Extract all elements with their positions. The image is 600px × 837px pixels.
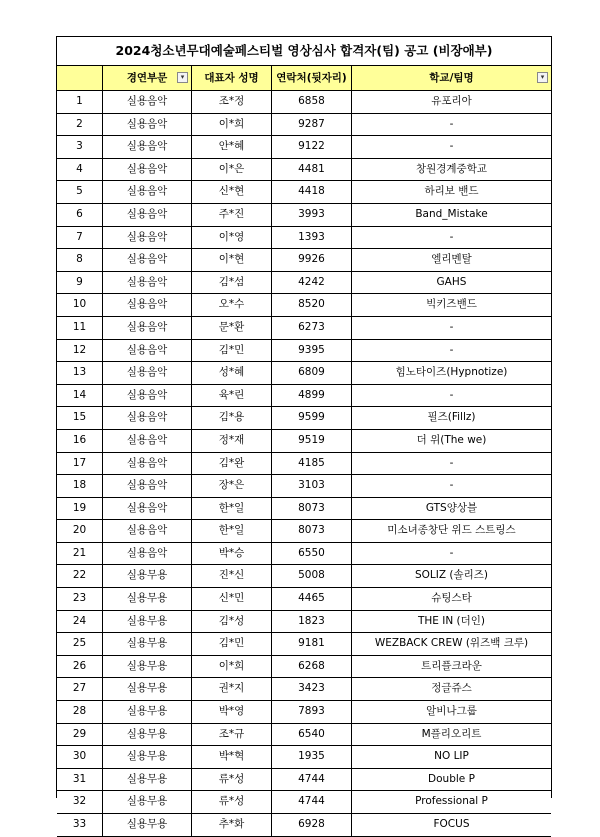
cell-row-number: 29 xyxy=(57,724,103,746)
table-row xyxy=(57,769,551,792)
header-representative-name xyxy=(192,66,272,90)
cell-contact-digits: 6858 xyxy=(272,91,352,113)
cell-row-number: 5 xyxy=(57,181,103,203)
cell-contact-digits: 4465 xyxy=(272,588,352,610)
cell-representative-name: 오*수 xyxy=(192,294,272,316)
cell-team-name: - xyxy=(449,479,454,492)
cell-team-name: THE IN (더인) xyxy=(417,614,486,627)
cell-category: 실용음악 xyxy=(103,340,192,362)
cell-representative-name: 한*일 xyxy=(192,520,272,542)
cell-team-name: 미소녀종창단 위드 스트링스 xyxy=(387,524,516,537)
cell-category: 실용무용 xyxy=(103,565,192,587)
cell-contact-digits: 4744 xyxy=(272,769,352,791)
cell-team-name: - xyxy=(449,546,454,559)
cell-contact-digits: 7893 xyxy=(272,701,352,723)
table-row xyxy=(57,453,551,476)
cell-row-number: 26 xyxy=(57,656,103,678)
cell-team-name: FOCUS xyxy=(433,818,470,830)
cell-contact-digits: 6540 xyxy=(272,724,352,746)
table-row xyxy=(57,340,551,363)
table-row xyxy=(57,91,551,114)
table-row xyxy=(57,114,551,137)
table-row xyxy=(57,272,551,295)
cell-team-name: GAHS xyxy=(436,275,467,288)
header-row-number xyxy=(57,66,103,90)
cell-team-name: Band_Mistake xyxy=(415,207,488,220)
cell-contact-digits: 4418 xyxy=(272,181,352,203)
table-row xyxy=(57,656,551,679)
sheet-title: 2024청소년무대예술페스티벌 영상심사 합격자(팀) 공고 (비장애부) xyxy=(57,37,551,66)
cell-representative-name: 김*완 xyxy=(192,453,272,475)
table-row xyxy=(57,294,551,317)
cell-category: 실용음악 xyxy=(103,453,192,475)
cell-category: 실용음악 xyxy=(103,114,192,136)
cell-category: 실용음악 xyxy=(103,407,192,429)
cell-row-number: 10 xyxy=(57,294,103,316)
cell-team-name: - xyxy=(449,140,454,153)
cell-contact-digits: 9122 xyxy=(272,136,352,158)
cell-team-name: 엘리멘탈 xyxy=(431,253,472,266)
cell-representative-name: 문*환 xyxy=(192,317,272,339)
header-label: 대표자 성명 xyxy=(204,72,259,84)
cell-representative-name: 류*성 xyxy=(192,791,272,813)
cell-contact-digits: 9926 xyxy=(272,249,352,271)
table-body xyxy=(57,91,551,837)
cell-representative-name: 김*민 xyxy=(192,340,272,362)
table-row xyxy=(57,520,551,543)
cell-row-number: 32 xyxy=(57,791,103,813)
cell-row-number: 8 xyxy=(57,249,103,271)
cell-contact-digits: 4744 xyxy=(272,791,352,813)
cell-representative-name: 정*재 xyxy=(192,430,272,452)
cell-contact-digits: 8520 xyxy=(272,294,352,316)
cell-representative-name: 이*현 xyxy=(192,249,272,271)
cell-team-name: M플리오리트 xyxy=(421,727,482,740)
cell-contact-digits: 1935 xyxy=(272,746,352,768)
cell-category: 실용무용 xyxy=(103,769,192,791)
cell-row-number: 6 xyxy=(57,204,103,226)
cell-row-number: 17 xyxy=(57,453,103,475)
cell-category: 실용음악 xyxy=(103,136,192,158)
cell-team-name: 트리플크라운 xyxy=(421,659,482,672)
cell-representative-name: 이*희 xyxy=(192,656,272,678)
table-row xyxy=(57,249,551,272)
cell-row-number: 1 xyxy=(57,91,103,113)
header-contact-digits xyxy=(272,66,352,90)
cell-row-number: 28 xyxy=(57,701,103,723)
cell-contact-digits: 9287 xyxy=(272,114,352,136)
cell-team-name: 더 위(The we) xyxy=(416,433,487,446)
cell-representative-name: 박*승 xyxy=(192,543,272,565)
cell-category: 실용무용 xyxy=(103,814,192,836)
table-row xyxy=(57,204,551,227)
table-row xyxy=(57,430,551,453)
cell-category: 실용무용 xyxy=(103,724,192,746)
cell-row-number: 11 xyxy=(57,317,103,339)
cell-row-number: 31 xyxy=(57,769,103,791)
cell-representative-name: 박*혁 xyxy=(192,746,272,768)
cell-representative-name: 추*화 xyxy=(192,814,272,836)
spreadsheet xyxy=(56,36,552,830)
cell-contact-digits: 1823 xyxy=(272,611,352,633)
cell-contact-digits: 3103 xyxy=(272,475,352,497)
cell-contact-digits: 4242 xyxy=(272,272,352,294)
cell-category: 실용음악 xyxy=(103,272,192,294)
cell-team-name: 정글쥬스 xyxy=(431,682,472,695)
table-row xyxy=(57,407,551,430)
table-row xyxy=(57,791,551,814)
cell-category: 실용음악 xyxy=(103,91,192,113)
cell-row-number: 13 xyxy=(57,362,103,384)
cell-row-number: 25 xyxy=(57,633,103,655)
cell-representative-name: 김*민 xyxy=(192,633,272,655)
cell-category: 실용음악 xyxy=(103,520,192,542)
cell-row-number: 23 xyxy=(57,588,103,610)
cell-category: 실용무용 xyxy=(103,656,192,678)
cell-category: 실용음악 xyxy=(103,475,192,497)
cell-team-name: 유포리아 xyxy=(431,95,472,107)
header-team-name xyxy=(352,66,551,90)
table-row xyxy=(57,181,551,204)
cell-contact-digits: 6273 xyxy=(272,317,352,339)
table-row xyxy=(57,701,551,724)
table-row xyxy=(57,633,551,656)
cell-contact-digits: 9181 xyxy=(272,633,352,655)
cell-team-name: WEZBACK CREW (위즈백 크루) xyxy=(374,637,529,650)
table-row xyxy=(57,159,551,182)
cell-team-name: 슈팅스타 xyxy=(431,592,472,605)
table-row xyxy=(57,227,551,250)
cell-team-name: - xyxy=(449,343,454,356)
cell-category: 실용음악 xyxy=(103,249,192,271)
cell-representative-name: 이*은 xyxy=(192,159,272,181)
cell-team-name: 필즈(Fillz) xyxy=(427,411,476,424)
cell-row-number: 12 xyxy=(57,340,103,362)
cell-team-name: - xyxy=(449,456,454,469)
table-row xyxy=(57,588,551,611)
cell-row-number: 22 xyxy=(57,565,103,587)
cell-category: 실용음악 xyxy=(103,227,192,249)
cell-team-name: 창원경계중학교 xyxy=(415,162,487,175)
cell-category: 실용무용 xyxy=(103,678,192,700)
cell-representative-name: 안*혜 xyxy=(192,136,272,158)
cell-category: 실용음악 xyxy=(103,181,192,203)
cell-contact-digits: 4185 xyxy=(272,453,352,475)
cell-team-name: - xyxy=(449,388,454,401)
cell-contact-digits: 1393 xyxy=(272,227,352,249)
cell-contact-digits: 9599 xyxy=(272,407,352,429)
cell-representative-name: 김*용 xyxy=(192,407,272,429)
cell-contact-digits: 4481 xyxy=(272,159,352,181)
filter-dropdown-icon[interactable]: ▾ xyxy=(537,72,548,83)
table-row xyxy=(57,565,551,588)
cell-representative-name: 진*신 xyxy=(192,565,272,587)
table-row xyxy=(57,498,551,521)
cell-representative-name: 김*섬 xyxy=(192,272,272,294)
cell-representative-name: 육*린 xyxy=(192,385,272,407)
cell-representative-name: 류*성 xyxy=(192,769,272,791)
cell-representative-name: 주*진 xyxy=(192,204,272,226)
table-row xyxy=(57,385,551,408)
cell-row-number: 19 xyxy=(57,498,103,520)
cell-team-name: NO LIP xyxy=(434,750,469,763)
cell-team-name: Professional P xyxy=(415,795,488,808)
cell-team-name: 빅키즈밴드 xyxy=(426,298,477,311)
table-row xyxy=(57,746,551,769)
cell-team-name: Double P xyxy=(428,772,475,785)
table-row xyxy=(57,814,551,837)
cell-category: 실용무용 xyxy=(103,746,192,768)
table-row xyxy=(57,543,551,566)
header-row xyxy=(57,66,551,91)
cell-row-number: 16 xyxy=(57,430,103,452)
cell-contact-digits: 6268 xyxy=(272,656,352,678)
cell-row-number: 7 xyxy=(57,227,103,249)
cell-row-number: 14 xyxy=(57,385,103,407)
cell-contact-digits: 9519 xyxy=(272,430,352,452)
cell-category: 실용음악 xyxy=(103,543,192,565)
cell-category: 실용음악 xyxy=(103,159,192,181)
cell-team-name: - xyxy=(449,117,454,130)
cell-row-number: 15 xyxy=(57,407,103,429)
cell-contact-digits: 3993 xyxy=(272,204,352,226)
cell-category: 실용무용 xyxy=(103,791,192,813)
cell-representative-name: 이*희 xyxy=(192,114,272,136)
cell-row-number: 33 xyxy=(57,814,103,836)
cell-row-number: 18 xyxy=(57,475,103,497)
table-row xyxy=(57,724,551,747)
cell-representative-name: 김*성 xyxy=(192,611,272,633)
cell-contact-digits: 8073 xyxy=(272,498,352,520)
cell-category: 실용무용 xyxy=(103,633,192,655)
cell-row-number: 21 xyxy=(57,543,103,565)
cell-category: 실용음악 xyxy=(103,317,192,339)
cell-team-name: - xyxy=(449,230,454,243)
filter-dropdown-icon[interactable]: ▾ xyxy=(177,72,188,83)
cell-row-number: 24 xyxy=(57,611,103,633)
table-row xyxy=(57,611,551,634)
cell-category: 실용무용 xyxy=(103,701,192,723)
cell-representative-name: 조*규 xyxy=(192,724,272,746)
cell-representative-name: 신*현 xyxy=(192,181,272,203)
cell-contact-digits: 4899 xyxy=(272,385,352,407)
cell-row-number: 4 xyxy=(57,159,103,181)
header-category xyxy=(103,66,192,90)
header-label: 경연부문 xyxy=(126,72,168,84)
cell-contact-digits: 5008 xyxy=(272,565,352,587)
header-label: 학교/팀명 xyxy=(429,72,474,84)
cell-category: 실용음악 xyxy=(103,362,192,384)
cell-representative-name: 박*영 xyxy=(192,701,272,723)
cell-team-name: SOLIZ (솔리즈) xyxy=(414,569,489,582)
cell-team-name: GTS양상블 xyxy=(425,501,478,514)
cell-representative-name: 조*정 xyxy=(192,91,272,113)
cell-row-number: 30 xyxy=(57,746,103,768)
cell-contact-digits: 3423 xyxy=(272,678,352,700)
cell-team-name: 하리보 밴드 xyxy=(424,185,479,198)
cell-representative-name: 권*지 xyxy=(192,678,272,700)
header-label: 연락처(뒷자리) xyxy=(276,72,347,84)
cell-category: 실용음악 xyxy=(103,498,192,520)
cell-category: 실용음악 xyxy=(103,385,192,407)
cell-representative-name: 장*은 xyxy=(192,475,272,497)
cell-team-name: 힘노타이즈(Hypnotize) xyxy=(395,366,508,379)
cell-contact-digits: 6809 xyxy=(272,362,352,384)
cell-team-name: 알비나그룹 xyxy=(426,705,477,718)
cell-row-number: 9 xyxy=(57,272,103,294)
cell-contact-digits: 6928 xyxy=(272,814,352,836)
cell-representative-name: 한*일 xyxy=(192,498,272,520)
table-row xyxy=(57,362,551,385)
cell-category: 실용음악 xyxy=(103,294,192,316)
table-row xyxy=(57,475,551,498)
table-row xyxy=(57,136,551,159)
table-row xyxy=(57,678,551,701)
cell-representative-name: 이*영 xyxy=(192,227,272,249)
table-row xyxy=(57,317,551,340)
cell-contact-digits: 6550 xyxy=(272,543,352,565)
cell-contact-digits: 8073 xyxy=(272,520,352,542)
cell-row-number: 27 xyxy=(57,678,103,700)
cell-row-number: 20 xyxy=(57,520,103,542)
cell-representative-name: 성*혜 xyxy=(192,362,272,384)
cell-row-number: 2 xyxy=(57,114,103,136)
cell-representative-name: 신*민 xyxy=(192,588,272,610)
cell-category: 실용무용 xyxy=(103,588,192,610)
cell-category: 실용무용 xyxy=(103,611,192,633)
cell-team-name: - xyxy=(449,320,454,333)
cell-row-number: 3 xyxy=(57,136,103,158)
cell-contact-digits: 9395 xyxy=(272,340,352,362)
cell-category: 실용음악 xyxy=(103,204,192,226)
cell-category: 실용음악 xyxy=(103,430,192,452)
